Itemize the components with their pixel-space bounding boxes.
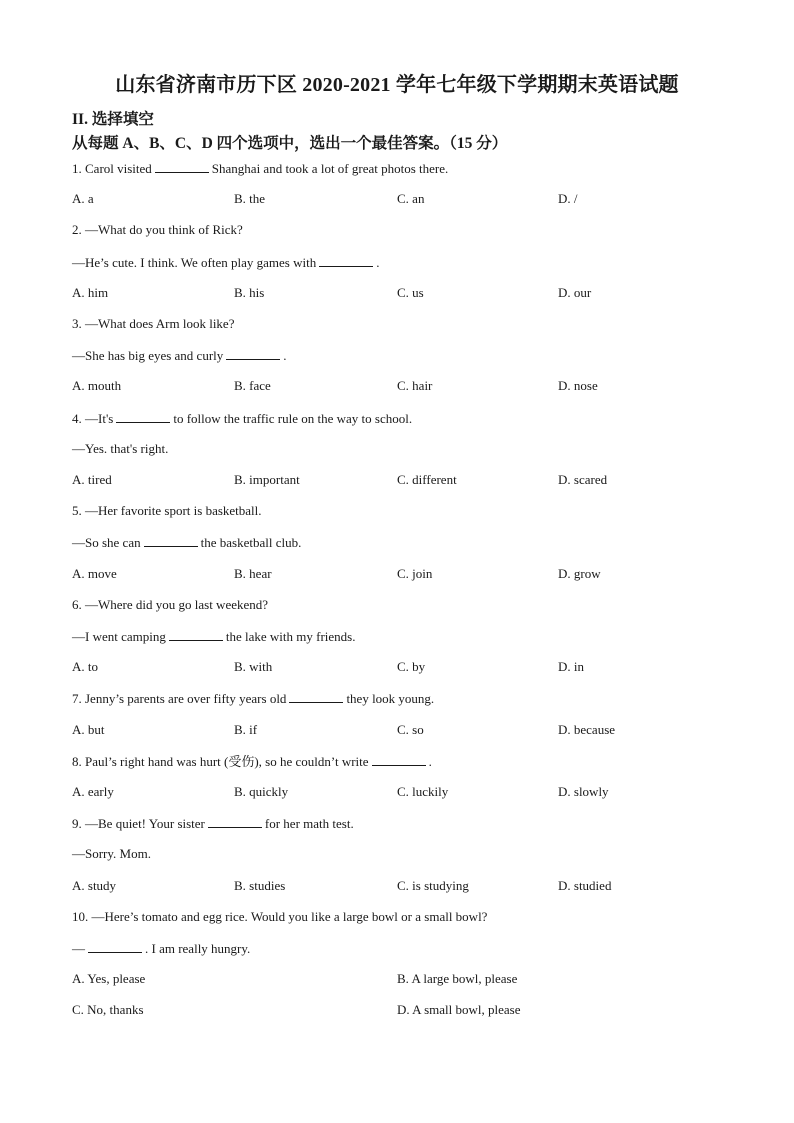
answer-option: A. mouth	[72, 378, 122, 394]
question-line	[72, 909, 487, 925]
answer-option: C. so	[397, 721, 424, 737]
question-line	[72, 222, 243, 238]
question-text: . I am really hungry.	[145, 941, 251, 956]
question-text: —He’s cute. I think. We often play games with	[72, 254, 317, 270]
question-line	[72, 410, 412, 427]
answer-blank	[226, 347, 280, 360]
answer-blank	[88, 940, 142, 953]
question-text: 8. Paul’s right hand was hurt (受伤), so he couldn’t write	[72, 753, 369, 769]
answer-option: A. tired	[72, 472, 112, 487]
question-text: Shanghai and took a lot of great photos there.	[211, 161, 449, 176]
question-line	[72, 503, 262, 519]
answer-blank	[116, 410, 170, 423]
answer-blank	[155, 160, 209, 173]
question-text: they look young.	[346, 691, 435, 707]
answer-blank	[169, 628, 223, 641]
answer-option: D. /	[558, 191, 578, 207]
answer-option: B. hear	[234, 565, 272, 581]
answer-blank	[144, 534, 198, 547]
question-text: 3. —What does Arm look like?	[72, 316, 235, 331]
answer-option: D. nose	[558, 378, 598, 394]
question-text: —Yes. that's right.	[72, 440, 169, 456]
answer-option: B. important	[234, 472, 300, 487]
answer-option: A. a	[72, 191, 94, 207]
answer-option: A. study	[72, 877, 117, 893]
question-line	[72, 160, 448, 177]
question-line	[72, 347, 287, 364]
answer-option: D. grow	[558, 565, 601, 581]
question-text: the basketball club.	[200, 535, 302, 551]
answer-option: A. Yes, please	[72, 971, 146, 987]
answer-option: C. is studying	[397, 877, 469, 893]
answer-option: A. to	[72, 659, 98, 675]
question-text: 2. —What do you think of Rick?	[72, 222, 243, 238]
answer-option: D. slowly	[558, 784, 609, 799]
answer-option: A. him	[72, 284, 109, 300]
answer-option: A. but	[72, 721, 105, 737]
question-text: 10. —Here’s tomato and egg rice. Would you like a large bowl or a small bowl?	[72, 908, 488, 924]
question-line	[72, 441, 168, 457]
answer-option: B. the	[234, 191, 266, 207]
question-text: the lake with my friends.	[225, 629, 356, 644]
answer-option: C. different	[397, 472, 457, 487]
answer-blank	[372, 753, 426, 766]
answer-blank	[319, 254, 373, 267]
answer-option: C. No, thanks	[72, 1002, 144, 1018]
answer-option: C. an	[397, 191, 425, 207]
page-title: 山东省济南市历下区 2020-2021 学年七年级下学期期末英语试题	[115, 74, 679, 96]
answer-option: A. move	[72, 565, 117, 581]
question-text: —I went camping	[72, 629, 166, 644]
question-line	[72, 597, 268, 613]
answer-option: C. hair	[397, 378, 433, 394]
answer-option: B. A large bowl, please	[397, 971, 518, 987]
answer-option: C. join	[397, 565, 433, 581]
answer-option: D. in	[558, 659, 584, 675]
answer-option: B. quickly	[234, 784, 289, 799]
question-text: .	[428, 753, 432, 769]
answer-option: B. with	[234, 659, 273, 675]
answer-option: D. A small bowl, please	[397, 1002, 521, 1018]
question-line	[72, 753, 432, 770]
question-line	[72, 254, 379, 271]
question-text: to follow the traffic rule on the way to school.	[173, 410, 413, 426]
question-line	[72, 628, 355, 645]
question-text: —	[72, 941, 85, 956]
answer-option: D. studied	[558, 877, 612, 893]
question-text: 6. —Where did you go last weekend?	[72, 596, 269, 612]
answer-option: B. face	[234, 378, 271, 394]
section-heading: II. 选择填空	[72, 111, 154, 128]
question-text: .	[283, 348, 287, 364]
question-line	[72, 846, 151, 862]
question-line	[72, 690, 434, 707]
answer-option: B. studies	[234, 877, 286, 893]
question-text: —Sorry. Mom.	[72, 846, 151, 862]
answer-option: D. because	[558, 721, 616, 737]
answer-option: B. if	[234, 721, 258, 737]
question-text: 4. —It's	[72, 410, 114, 426]
question-line	[72, 815, 354, 832]
answer-blank	[289, 690, 343, 703]
question-line	[72, 534, 301, 551]
question-text: 1. Carol visited	[72, 161, 152, 176]
answer-blank	[208, 815, 262, 828]
question-text: —She has big eyes and curly	[72, 348, 224, 364]
question-line	[72, 316, 234, 332]
instruction-text: 从每题 A、B、C、D 四个选项中，选出一个最佳答案。（15 分）	[72, 135, 508, 152]
answer-option: B. his	[234, 284, 265, 300]
question-text: 9. —Be quiet! Your sister	[72, 816, 205, 832]
answer-option: A. early	[72, 784, 114, 799]
question-text: 5. —Her favorite sport is basketball.	[72, 503, 262, 519]
answer-option: D. scared	[558, 472, 608, 487]
question-text: —So she can	[72, 535, 141, 551]
question-text: 7. Jenny’s parents are over fifty years old	[72, 691, 287, 707]
answer-option: C. by	[397, 659, 426, 675]
answer-option: D. our	[558, 284, 592, 300]
question-text: for her math test.	[264, 816, 354, 832]
answer-option: C. luckily	[397, 784, 449, 799]
answer-option: C. us	[397, 284, 424, 300]
question-text: .	[376, 254, 380, 270]
question-line	[72, 940, 250, 957]
